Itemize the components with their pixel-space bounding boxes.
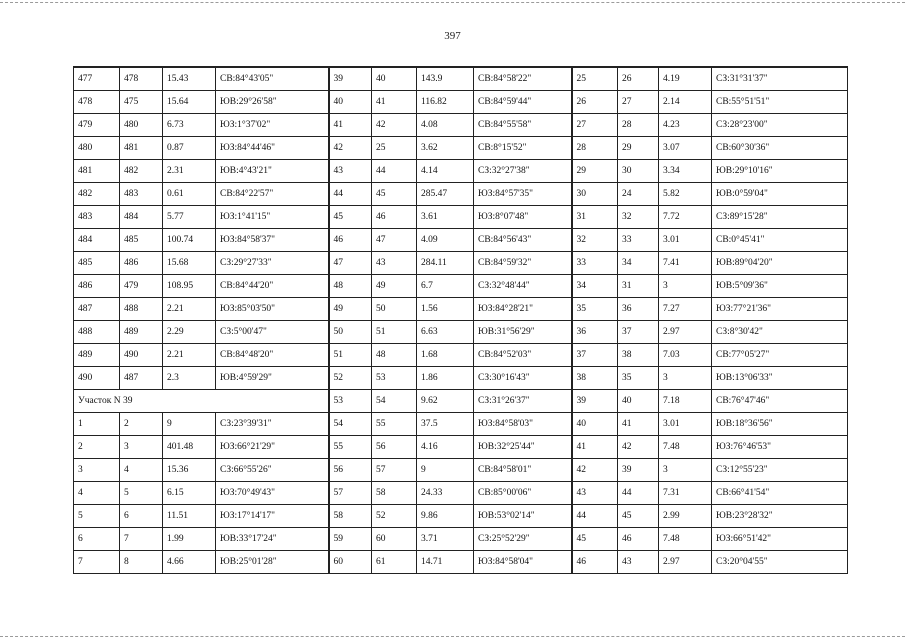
group3-from-point-cell: 35 xyxy=(572,298,618,321)
group1-from-point-cell: 482 xyxy=(74,183,120,206)
group1-to-point-cell: 478 xyxy=(120,67,163,91)
group1-to-point-cell: 485 xyxy=(120,229,163,252)
group3-bearing-cell: СВ:76°47'46" xyxy=(712,390,848,413)
group3-from-point-cell: 29 xyxy=(572,160,618,183)
group1-length-cell: 6.15 xyxy=(163,482,216,505)
table-row xyxy=(74,183,848,206)
group3-bearing-cell: СВ:0°45'41" xyxy=(712,229,848,252)
group2-from-point-cell: 50 xyxy=(329,321,372,344)
group2-length-cell: 9.86 xyxy=(417,505,474,528)
table-row xyxy=(74,505,848,528)
group3-bearing-cell: ЮВ:89°04'20" xyxy=(712,252,848,275)
group2-from-point-cell: 52 xyxy=(329,367,372,390)
group3-from-point-cell: 44 xyxy=(572,505,618,528)
group2-from-point-cell: 43 xyxy=(329,160,372,183)
group1-to-point-cell: 2 xyxy=(120,413,163,436)
group2-length-cell: 1.86 xyxy=(417,367,474,390)
group1-bearing-cell: СЗ:5°00'47" xyxy=(216,321,329,344)
group3-from-point-cell: 31 xyxy=(572,206,618,229)
group2-length-cell: 3.62 xyxy=(417,137,474,160)
group1-bearing-cell: ЮВ:33°17'24" xyxy=(216,528,329,551)
group2-length-cell: 116.82 xyxy=(417,91,474,114)
group2-bearing-cell: СЗ:25°52'29" xyxy=(474,528,572,551)
group1-bearing-cell: ЮВ:29°26'58" xyxy=(216,91,329,114)
group1-bearing-cell: ЮЗ:70°49'43" xyxy=(216,482,329,505)
group3-length-cell: 2.97 xyxy=(659,551,712,574)
table-row xyxy=(74,137,848,160)
group1-length-cell: 6.73 xyxy=(163,114,216,137)
group2-from-point-cell: 47 xyxy=(329,252,372,275)
group3-length-cell: 7.48 xyxy=(659,528,712,551)
group3-length-cell: 7.48 xyxy=(659,436,712,459)
group1-length-cell: 401.48 xyxy=(163,436,216,459)
group2-bearing-cell: ЮВ:53°02'14" xyxy=(474,505,572,528)
section-label: Участок N 39 xyxy=(74,390,329,413)
group3-bearing-cell: СВ:66°41'54" xyxy=(712,482,848,505)
group3-bearing-cell: СЗ:12°55'23" xyxy=(712,459,848,482)
group1-to-point-cell: 486 xyxy=(120,252,163,275)
table-row xyxy=(74,298,848,321)
group2-to-point-cell: 52 xyxy=(372,505,417,528)
group1-from-point-cell: 488 xyxy=(74,321,120,344)
group2-length-cell: 4.14 xyxy=(417,160,474,183)
group3-length-cell: 3.07 xyxy=(659,137,712,160)
group2-from-point-cell: 54 xyxy=(329,413,372,436)
group3-bearing-cell: ЮВ:29°10'16" xyxy=(712,160,848,183)
group2-bearing-cell: СВ:84°56'43" xyxy=(474,229,572,252)
group1-length-cell: 11.51 xyxy=(163,505,216,528)
group1-from-point-cell: 479 xyxy=(74,114,120,137)
group2-from-point-cell: 41 xyxy=(329,114,372,137)
group1-from-point-cell: 3 xyxy=(74,459,120,482)
group2-bearing-cell: СВ:84°55'58" xyxy=(474,114,572,137)
group1-from-point-cell: 7 xyxy=(74,551,120,574)
group1-bearing-cell: СЗ:23°39'31" xyxy=(216,413,329,436)
group2-from-point-cell: 45 xyxy=(329,206,372,229)
group1-bearing-cell: ЮВ:4°59'29" xyxy=(216,367,329,390)
group3-bearing-cell: ЮВ:0°59'04" xyxy=(712,183,848,206)
group3-to-point-cell: 36 xyxy=(618,298,659,321)
group2-to-point-cell: 60 xyxy=(372,528,417,551)
group1-length-cell: 2.29 xyxy=(163,321,216,344)
group1-length-cell: 2.21 xyxy=(163,298,216,321)
group2-from-point-cell: 44 xyxy=(329,183,372,206)
group2-to-point-cell: 58 xyxy=(372,482,417,505)
group1-bearing-cell: ЮЗ:84°44'46" xyxy=(216,137,329,160)
group1-bearing-cell: СВ:84°22'57" xyxy=(216,183,329,206)
group3-bearing-cell: ЮВ:18°36'56" xyxy=(712,413,848,436)
group2-length-cell: 24.33 xyxy=(417,482,474,505)
group2-from-point-cell: 59 xyxy=(329,528,372,551)
group1-length-cell: 0.61 xyxy=(163,183,216,206)
group2-bearing-cell: ЮЗ:84°57'35" xyxy=(474,183,572,206)
group1-bearing-cell: ЮВ:25°01'28" xyxy=(216,551,329,574)
group2-length-cell: 6.7 xyxy=(417,275,474,298)
boundary-coordinates-table xyxy=(73,66,848,574)
table-row xyxy=(74,252,848,275)
group1-length-cell: 15.36 xyxy=(163,459,216,482)
group1-to-point-cell: 479 xyxy=(120,275,163,298)
scan-edge-bottom xyxy=(0,636,905,637)
group2-bearing-cell: ЮЗ:84°58'04" xyxy=(474,551,572,574)
group3-to-point-cell: 44 xyxy=(618,482,659,505)
group2-from-point-cell: 40 xyxy=(329,91,372,114)
group2-bearing-cell: ЮЗ:8°07'48" xyxy=(474,206,572,229)
table-row xyxy=(74,206,848,229)
group2-bearing-cell: СВ:84°59'44" xyxy=(474,91,572,114)
group1-to-point-cell: 480 xyxy=(120,114,163,137)
group2-bearing-cell: ЮЗ:84°58'03" xyxy=(474,413,572,436)
group3-from-point-cell: 46 xyxy=(572,551,618,574)
table-row xyxy=(74,67,848,91)
group1-from-point-cell: 490 xyxy=(74,367,120,390)
group3-to-point-cell: 24 xyxy=(618,183,659,206)
group2-to-point-cell: 42 xyxy=(372,114,417,137)
table-row xyxy=(74,229,848,252)
group3-to-point-cell: 46 xyxy=(618,528,659,551)
group2-length-cell: 285.47 xyxy=(417,183,474,206)
group1-bearing-cell: ЮЗ:84°58'37" xyxy=(216,229,329,252)
group2-to-point-cell: 61 xyxy=(372,551,417,574)
group1-to-point-cell: 8 xyxy=(120,551,163,574)
group1-length-cell: 2.31 xyxy=(163,160,216,183)
group3-from-point-cell: 33 xyxy=(572,252,618,275)
table-row xyxy=(74,482,848,505)
group3-to-point-cell: 45 xyxy=(618,505,659,528)
group2-from-point-cell: 51 xyxy=(329,344,372,367)
group3-to-point-cell: 35 xyxy=(618,367,659,390)
group2-bearing-cell: СЗ:31°26'37" xyxy=(474,390,572,413)
group1-to-point-cell: 490 xyxy=(120,344,163,367)
group3-to-point-cell: 31 xyxy=(618,275,659,298)
group1-to-point-cell: 4 xyxy=(120,459,163,482)
group3-length-cell: 7.41 xyxy=(659,252,712,275)
group1-from-point-cell: 1 xyxy=(74,413,120,436)
group1-to-point-cell: 487 xyxy=(120,367,163,390)
table-row xyxy=(74,160,848,183)
group1-bearing-cell: СВ:84°43'05" xyxy=(216,67,329,91)
group1-to-point-cell: 481 xyxy=(120,137,163,160)
group1-from-point-cell: 489 xyxy=(74,344,120,367)
group2-from-point-cell: 58 xyxy=(329,505,372,528)
group3-from-point-cell: 32 xyxy=(572,229,618,252)
group1-length-cell: 0.87 xyxy=(163,137,216,160)
group1-length-cell: 15.64 xyxy=(163,91,216,114)
group1-to-point-cell: 5 xyxy=(120,482,163,505)
group3-bearing-cell: СЗ:8°30'42" xyxy=(712,321,848,344)
group3-to-point-cell: 28 xyxy=(618,114,659,137)
table-row xyxy=(74,436,848,459)
group1-length-cell: 5.77 xyxy=(163,206,216,229)
group3-length-cell: 7.31 xyxy=(659,482,712,505)
group2-bearing-cell: СЗ:32°48'44" xyxy=(474,275,572,298)
group2-length-cell: 4.09 xyxy=(417,229,474,252)
group3-length-cell: 3 xyxy=(659,367,712,390)
group2-length-cell: 9 xyxy=(417,459,474,482)
table-row xyxy=(74,413,848,436)
group2-from-point-cell: 48 xyxy=(329,275,372,298)
group3-length-cell: 4.23 xyxy=(659,114,712,137)
group1-length-cell: 1.99 xyxy=(163,528,216,551)
group2-bearing-cell: СВ:8°15'52" xyxy=(474,137,572,160)
group3-length-cell: 2.97 xyxy=(659,321,712,344)
group2-bearing-cell: СВ:84°58'22" xyxy=(474,67,572,91)
group2-to-point-cell: 53 xyxy=(372,367,417,390)
group3-bearing-cell: СВ:55°51'51" xyxy=(712,91,848,114)
group2-to-point-cell: 41 xyxy=(372,91,417,114)
group2-length-cell: 1.56 xyxy=(417,298,474,321)
group2-from-point-cell: 55 xyxy=(329,436,372,459)
group3-from-point-cell: 43 xyxy=(572,482,618,505)
group3-bearing-cell: СЗ:20°04'55" xyxy=(712,551,848,574)
group3-to-point-cell: 32 xyxy=(618,206,659,229)
group2-length-cell: 37.5 xyxy=(417,413,474,436)
group2-from-point-cell: 60 xyxy=(329,551,372,574)
group1-length-cell: 108.95 xyxy=(163,275,216,298)
group3-to-point-cell: 41 xyxy=(618,413,659,436)
group3-to-point-cell: 37 xyxy=(618,321,659,344)
group3-length-cell: 3.01 xyxy=(659,413,712,436)
group3-to-point-cell: 30 xyxy=(618,160,659,183)
group3-bearing-cell: ЮВ:13°06'33" xyxy=(712,367,848,390)
group3-from-point-cell: 37 xyxy=(572,344,618,367)
group2-length-cell: 3.71 xyxy=(417,528,474,551)
group1-to-point-cell: 488 xyxy=(120,298,163,321)
group1-to-point-cell: 6 xyxy=(120,505,163,528)
group2-to-point-cell: 56 xyxy=(372,436,417,459)
group1-length-cell: 15.68 xyxy=(163,252,216,275)
table-row xyxy=(74,114,848,137)
group3-from-point-cell: 40 xyxy=(572,413,618,436)
group2-to-point-cell: 55 xyxy=(372,413,417,436)
group2-to-point-cell: 45 xyxy=(372,183,417,206)
group3-length-cell: 3.34 xyxy=(659,160,712,183)
group1-from-point-cell: 487 xyxy=(74,298,120,321)
group3-to-point-cell: 26 xyxy=(618,67,659,91)
table-row xyxy=(74,91,848,114)
group3-length-cell: 2.14 xyxy=(659,91,712,114)
table-row xyxy=(74,344,848,367)
group2-from-point-cell: 46 xyxy=(329,229,372,252)
group1-to-point-cell: 7 xyxy=(120,528,163,551)
group3-bearing-cell: ЮЗ:66°51'42" xyxy=(712,528,848,551)
group3-to-point-cell: 33 xyxy=(618,229,659,252)
group1-bearing-cell: ЮВ:4°43'21" xyxy=(216,160,329,183)
group2-to-point-cell: 51 xyxy=(372,321,417,344)
group3-to-point-cell: 34 xyxy=(618,252,659,275)
group2-to-point-cell: 40 xyxy=(372,67,417,91)
group2-bearing-cell: СВ:84°52'03" xyxy=(474,344,572,367)
page-number: 397 xyxy=(444,30,461,42)
group3-bearing-cell: ЮВ:23°28'32" xyxy=(712,505,848,528)
group3-bearing-cell: ЮВ:5°09'36" xyxy=(712,275,848,298)
group1-from-point-cell: 485 xyxy=(74,252,120,275)
group3-bearing-cell: ЮЗ:77°21'36" xyxy=(712,298,848,321)
table-body xyxy=(74,67,848,574)
group1-bearing-cell: ЮЗ:1°37'02" xyxy=(216,114,329,137)
group2-length-cell: 284.11 xyxy=(417,252,474,275)
group3-bearing-cell: СЗ:28°23'00" xyxy=(712,114,848,137)
table-row xyxy=(74,321,848,344)
group1-bearing-cell: СВ:84°48'20" xyxy=(216,344,329,367)
group3-to-point-cell: 43 xyxy=(618,551,659,574)
group2-from-point-cell: 49 xyxy=(329,298,372,321)
group1-from-point-cell: 484 xyxy=(74,229,120,252)
group3-from-point-cell: 25 xyxy=(572,67,618,91)
group1-bearing-cell: ЮЗ:66°21'29" xyxy=(216,436,329,459)
group3-length-cell: 2.99 xyxy=(659,505,712,528)
group3-from-point-cell: 36 xyxy=(572,321,618,344)
group1-length-cell: 2.3 xyxy=(163,367,216,390)
group3-from-point-cell: 42 xyxy=(572,459,618,482)
group3-from-point-cell: 39 xyxy=(572,390,618,413)
group3-length-cell: 3 xyxy=(659,275,712,298)
group3-from-point-cell: 26 xyxy=(572,91,618,114)
group2-from-point-cell: 53 xyxy=(329,390,372,413)
group2-length-cell: 9.62 xyxy=(417,390,474,413)
group3-to-point-cell: 42 xyxy=(618,436,659,459)
group3-to-point-cell: 38 xyxy=(618,344,659,367)
group2-bearing-cell: СВ:84°58'01" xyxy=(474,459,572,482)
group3-length-cell: 3.01 xyxy=(659,229,712,252)
group1-to-point-cell: 482 xyxy=(120,160,163,183)
group1-bearing-cell: СЗ:29°27'33" xyxy=(216,252,329,275)
group1-from-point-cell: 4 xyxy=(74,482,120,505)
group2-to-point-cell: 46 xyxy=(372,206,417,229)
group3-to-point-cell: 29 xyxy=(618,137,659,160)
group2-length-cell: 1.68 xyxy=(417,344,474,367)
group1-to-point-cell: 489 xyxy=(120,321,163,344)
group3-length-cell: 5.82 xyxy=(659,183,712,206)
group1-to-point-cell: 484 xyxy=(120,206,163,229)
group3-from-point-cell: 41 xyxy=(572,436,618,459)
group2-to-point-cell: 25 xyxy=(372,137,417,160)
group3-length-cell: 7.72 xyxy=(659,206,712,229)
group2-length-cell: 4.08 xyxy=(417,114,474,137)
group2-length-cell: 3.61 xyxy=(417,206,474,229)
table-row xyxy=(74,459,848,482)
table-row xyxy=(74,390,848,413)
group2-to-point-cell: 49 xyxy=(372,275,417,298)
group2-to-point-cell: 47 xyxy=(372,229,417,252)
table-row xyxy=(74,367,848,390)
group3-from-point-cell: 45 xyxy=(572,528,618,551)
group1-bearing-cell: ЮЗ:17°14'17" xyxy=(216,505,329,528)
scan-edge-top xyxy=(0,2,905,3)
group2-from-point-cell: 39 xyxy=(329,67,372,91)
group2-bearing-cell: СВ:85°00'06" xyxy=(474,482,572,505)
group2-length-cell: 4.16 xyxy=(417,436,474,459)
group3-to-point-cell: 39 xyxy=(618,459,659,482)
group1-from-point-cell: 486 xyxy=(74,275,120,298)
group3-bearing-cell: СЗ:31°31'37" xyxy=(712,67,848,91)
group1-bearing-cell: ЮЗ:1°41'15" xyxy=(216,206,329,229)
group1-from-point-cell: 481 xyxy=(74,160,120,183)
group2-bearing-cell: ЮЗ:84°28'21" xyxy=(474,298,572,321)
group3-bearing-cell: СВ:60°30'36" xyxy=(712,137,848,160)
group3-to-point-cell: 40 xyxy=(618,390,659,413)
group1-to-point-cell: 483 xyxy=(120,183,163,206)
group2-length-cell: 143.9 xyxy=(417,67,474,91)
group2-to-point-cell: 43 xyxy=(372,252,417,275)
group3-from-point-cell: 30 xyxy=(572,183,618,206)
group2-bearing-cell: СВ:84°59'32" xyxy=(474,252,572,275)
group3-from-point-cell: 27 xyxy=(572,114,618,137)
group1-from-point-cell: 2 xyxy=(74,436,120,459)
group1-bearing-cell: СЗ:66°55'26" xyxy=(216,459,329,482)
group3-bearing-cell: ЮЗ:76°46'53" xyxy=(712,436,848,459)
group1-bearing-cell: СВ:84°44'20" xyxy=(216,275,329,298)
group2-to-point-cell: 48 xyxy=(372,344,417,367)
group3-from-point-cell: 28 xyxy=(572,137,618,160)
group2-bearing-cell: ЮВ:31°56'29" xyxy=(474,321,572,344)
group2-bearing-cell: СЗ:32°27'38" xyxy=(474,160,572,183)
group3-to-point-cell: 27 xyxy=(618,91,659,114)
group1-from-point-cell: 480 xyxy=(74,137,120,160)
group2-to-point-cell: 44 xyxy=(372,160,417,183)
group3-length-cell: 4.19 xyxy=(659,67,712,91)
group2-bearing-cell: ЮВ:32°25'44" xyxy=(474,436,572,459)
group2-to-point-cell: 54 xyxy=(372,390,417,413)
group3-bearing-cell: СЗ:89°15'28" xyxy=(712,206,848,229)
group3-length-cell: 3 xyxy=(659,459,712,482)
group3-from-point-cell: 38 xyxy=(572,367,618,390)
group2-to-point-cell: 50 xyxy=(372,298,417,321)
group1-from-point-cell: 483 xyxy=(74,206,120,229)
group2-to-point-cell: 57 xyxy=(372,459,417,482)
group1-length-cell: 4.66 xyxy=(163,551,216,574)
group2-bearing-cell: СЗ:30°16'43" xyxy=(474,367,572,390)
group2-length-cell: 14.71 xyxy=(417,551,474,574)
table-row xyxy=(74,275,848,298)
group1-from-point-cell: 477 xyxy=(74,67,120,91)
group1-length-cell: 15.43 xyxy=(163,67,216,91)
group1-from-point-cell: 5 xyxy=(74,505,120,528)
table-row xyxy=(74,528,848,551)
group2-length-cell: 6.63 xyxy=(417,321,474,344)
group3-bearing-cell: СВ:77°05'27" xyxy=(712,344,848,367)
group1-length-cell: 9 xyxy=(163,413,216,436)
group1-bearing-cell: ЮЗ:85°03'50" xyxy=(216,298,329,321)
group2-from-point-cell: 56 xyxy=(329,459,372,482)
group3-from-point-cell: 34 xyxy=(572,275,618,298)
group1-length-cell: 2.21 xyxy=(163,344,216,367)
group1-length-cell: 100.74 xyxy=(163,229,216,252)
group1-from-point-cell: 6 xyxy=(74,528,120,551)
group1-to-point-cell: 3 xyxy=(120,436,163,459)
group2-from-point-cell: 42 xyxy=(329,137,372,160)
group1-from-point-cell: 478 xyxy=(74,91,120,114)
group3-length-cell: 7.03 xyxy=(659,344,712,367)
group1-to-point-cell: 475 xyxy=(120,91,163,114)
table-row xyxy=(74,551,848,574)
group3-length-cell: 7.27 xyxy=(659,298,712,321)
group3-length-cell: 7.18 xyxy=(659,390,712,413)
group2-from-point-cell: 57 xyxy=(329,482,372,505)
